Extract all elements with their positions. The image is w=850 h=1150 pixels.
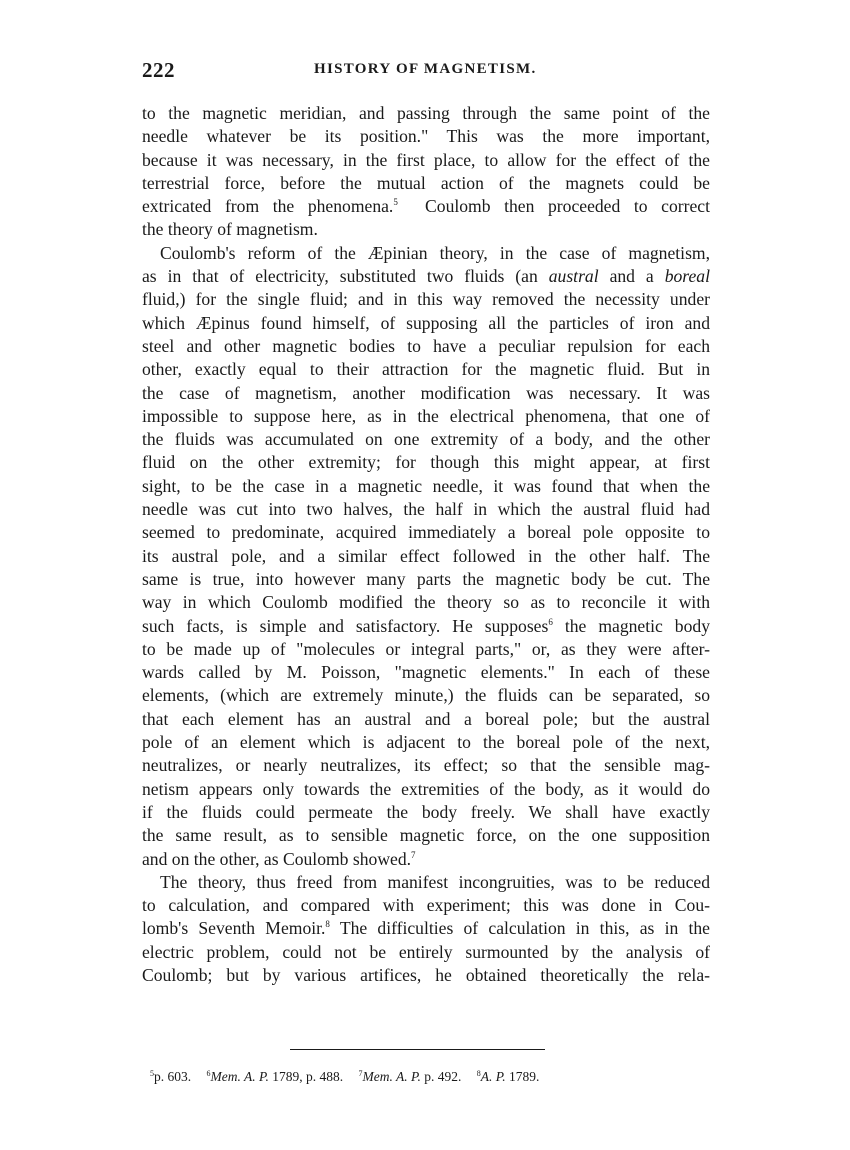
body-text [142, 102, 710, 987]
text-run: such facts, is simple and satisfactory. He supposes [142, 615, 549, 636]
text-line: wards called by M. Poisson, "magnetic elements." In each of these [142, 662, 710, 683]
text-line: if the fluids could permeate the body freely. We shall have exactly [142, 801, 710, 822]
text-line: to be made up of "molecules or integral parts," or, as they were after- [142, 638, 710, 659]
footnote [207, 1069, 344, 1084]
text-run-italic: austral [548, 266, 599, 287]
text-line: fluid on the other extremity; for though this might appear, at first [142, 452, 710, 473]
text-line: needle whatever be its position." This was the more important, [142, 126, 710, 147]
footnote-text-italic: Mem. A. P. [362, 1069, 421, 1084]
paragraph-2 [142, 242, 710, 871]
paragraph-1 [142, 102, 710, 242]
text-line: same is true, into however many parts the magnetic body be cut. The [142, 568, 710, 589]
footnote-ref: 7 [411, 849, 416, 860]
text-run: The difficulties of calculation in this, as in the [329, 918, 710, 939]
text-line: other, exactly equal to their attraction for the magnetic fluid. But in [142, 359, 710, 380]
footnote [150, 1069, 191, 1084]
footnote [477, 1069, 540, 1084]
text-line: way in which Coulomb modified the theory so as to reconcile it with [142, 592, 710, 613]
text-line: steel and other magnetic bodies to have a peculiar repulsion for each [142, 335, 710, 356]
text-run: and a [598, 266, 665, 287]
footnote-mark: 5 [150, 1069, 154, 1078]
text-line: to calculation, and compared with experiment; this was done in Cou- [142, 895, 710, 916]
footnote-ref: 6 [548, 616, 553, 627]
text-line: fluid,) for the single fluid; and in this way removed the necessity under [142, 289, 710, 310]
footnotes [150, 1069, 710, 1085]
footnote-rule [290, 1049, 545, 1050]
text-line: The theory, thus freed from manifest incongruities, was to be reduced [160, 871, 710, 892]
text-line [142, 615, 710, 638]
text-run: lomb's Seventh Memoir. [142, 918, 326, 939]
text-line: electric problem, could not be entirely surmounted by the analysis of [142, 941, 710, 962]
page-number: 222 [142, 58, 175, 82]
footnote-ref: 8 [325, 919, 330, 930]
footnote-ref: 5 [393, 197, 398, 208]
text-line: its austral pole, and a similar effect followed in the other half. The [142, 545, 710, 566]
text-line: needle was cut into two halves, the half in which the austral fluid had [142, 499, 710, 520]
text-run: Coulomb then proceeded to correct [425, 196, 710, 217]
footnote [359, 1069, 462, 1084]
footnote-text: p. 603. [154, 1069, 192, 1084]
text-run: extricated from the phenomena. [142, 196, 394, 217]
text-line: netism appears only towards the extremities of the body, as it would do [142, 778, 710, 799]
text-line: the same result, as to sensible magnetic force, on the one supposition [142, 825, 710, 846]
text-line: terrestrial force, before the mutual action of the magnets could be [142, 172, 710, 193]
text-run: as in that of electricity, substituted two fluids (an [142, 266, 549, 287]
footnote-text: 1789, p. 488. [268, 1069, 344, 1084]
text-line: the fluids was accumulated on one extremity of a body, and the other [142, 429, 710, 450]
text-line: the case of magnetism, another modification was necessary. It was [142, 382, 710, 403]
footnote-text: p. 492. [420, 1069, 462, 1084]
text-line: the theory of magnetism. [142, 219, 318, 240]
paragraph-3 [142, 871, 710, 987]
text-line: neutralizes, or nearly neutralizes, its effect; so that the sensible mag- [142, 755, 710, 776]
text-line: pole of an element which is adjacent to the boreal pole of the next, [142, 732, 710, 753]
text-line: which Æpinus found himself, of supposing all the particles of iron and [142, 312, 710, 333]
footnote-mark: 8 [476, 1069, 481, 1078]
text-line: seemed to predominate, acquired immediately a boreal pole opposite to [142, 522, 710, 543]
running-head [142, 58, 710, 88]
text-run: the magnetic body [552, 615, 710, 636]
text-line [142, 195, 710, 218]
text-line [142, 848, 710, 871]
text-line: impossible to suppose here, as in the electrical phenomena, that one of [142, 405, 710, 426]
footnote-text: 1789. [505, 1069, 540, 1084]
text-line: sight, to be the case in a magnetic needle, it was found that when the [142, 475, 710, 496]
text-line: Coulomb; but by various artifices, he obtained theoretically the rela- [142, 964, 710, 985]
footnote-text-italic: Mem. A. P. [210, 1069, 269, 1084]
text-line [142, 917, 710, 940]
footnote-text-italic: A. P. [480, 1069, 506, 1084]
text-line: Coulomb's reform of the Æpinian theory, in the case of magnetism, [160, 242, 710, 263]
text-line: to the magnetic meridian, and passing through the same point of the [142, 103, 710, 123]
footnote-mark: 7 [358, 1069, 363, 1078]
text-line [142, 265, 710, 288]
footnote-mark: 6 [206, 1069, 211, 1078]
text-run-italic: boreal [664, 266, 710, 287]
running-title: HISTORY OF MAGNETISM. [314, 61, 537, 77]
text-line: elements, (which are extremely minute,) the fluids can be separated, so [142, 685, 710, 706]
text-run: and on the other, as Coulomb showed. [142, 848, 412, 869]
text-line: that each element has an austral and a boreal pole; but the austral [142, 708, 710, 729]
text-line: because it was necessary, in the first place, to allow for the effect of the [142, 149, 710, 170]
